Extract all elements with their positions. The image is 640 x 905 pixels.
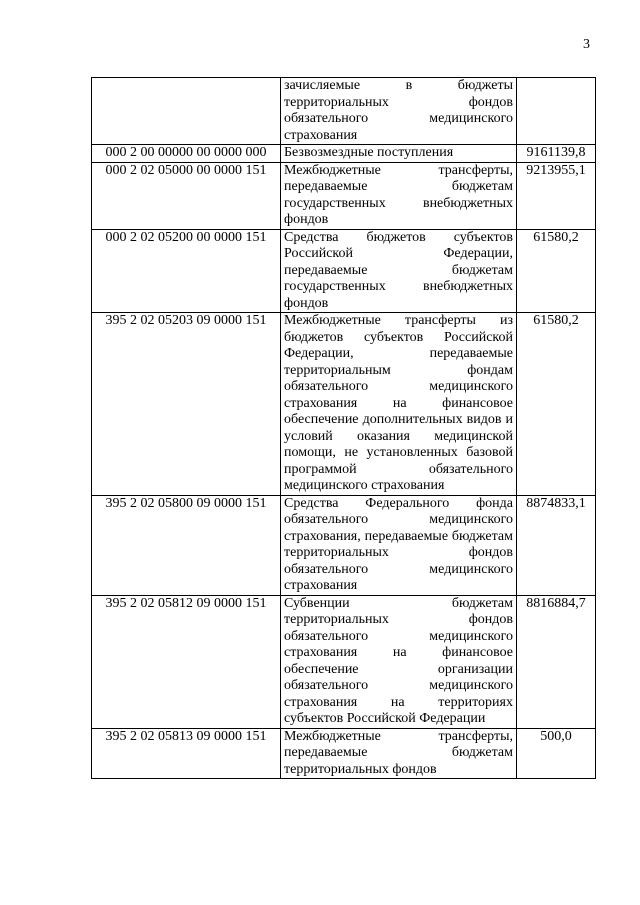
row-amount: 500,0 xyxy=(517,728,596,778)
table-row xyxy=(92,728,596,778)
row-name: зачисляемые в бюджеты территориальных фондов обязательного медицинского страхования xyxy=(281,78,517,145)
row-code xyxy=(92,78,281,145)
row-code: 395 2 02 05812 09 0000 151 xyxy=(92,595,281,728)
row-amount xyxy=(517,78,596,145)
row-amount: 9161139,8 xyxy=(517,145,596,163)
row-code: 395 2 02 05800 09 0000 151 xyxy=(92,495,281,595)
page-number: 3 xyxy=(583,37,590,52)
table-row xyxy=(92,78,596,145)
table-row xyxy=(92,162,596,229)
row-name: Субвенции бюджетам территориальных фондов обязательного медицинского страхования на финансовое обеспечение организации обязательного медицинского страхования на территориях субъектов Российской Федерации xyxy=(281,595,517,728)
table-row xyxy=(92,145,596,163)
row-amount: 8874833,1 xyxy=(517,495,596,595)
row-amount: 8816884,7 xyxy=(517,595,596,728)
row-code: 000 2 00 00000 00 0000 000 xyxy=(92,145,281,163)
table-row xyxy=(92,595,596,728)
row-name: Средства бюджетов субъектов Российской Федерации, передаваемые бюджетам государственных внебюджетных фондов xyxy=(281,229,517,313)
row-name-cell xyxy=(281,728,517,778)
table-row xyxy=(92,229,596,313)
table-row xyxy=(92,495,596,595)
row-name: Средства Федерального фонда обязательного медицинского страхования, передаваемые бюджетам территориальных фондов обязательного медицинского страхования xyxy=(281,495,517,595)
row-amount: 61580,2 xyxy=(517,313,596,496)
row-amount: 61580,2 xyxy=(517,229,596,313)
table-row xyxy=(92,313,596,496)
row-name: Межбюджетные трансферты, передаваемые бюджетам территориальных фондов xyxy=(284,728,513,777)
row-code: 395 2 02 05813 09 0000 151 xyxy=(92,728,281,778)
budget-revenue-table xyxy=(91,77,596,779)
row-code: 395 2 02 05203 09 0000 151 xyxy=(92,313,281,496)
row-name: Безвозмездные поступления xyxy=(281,145,517,163)
row-name: Межбюджетные трансферты из бюджетов субъектов Российской Федерации, передаваемые территориальным фондам обязательного медицинского страхования на финансовое обеспечение дополнительных видов и условий оказания медицинской помощи, не установленных базовой программой обязательного медицинского страхования xyxy=(281,313,517,496)
row-code: 000 2 02 05200 00 0000 151 xyxy=(92,229,281,313)
row-code: 000 2 02 05000 00 0000 151 xyxy=(92,162,281,229)
row-amount: 9213955,1 xyxy=(517,162,596,229)
row-name: Межбюджетные трансферты, передаваемые бюджетам государственных внебюджетных фондов xyxy=(281,162,517,229)
